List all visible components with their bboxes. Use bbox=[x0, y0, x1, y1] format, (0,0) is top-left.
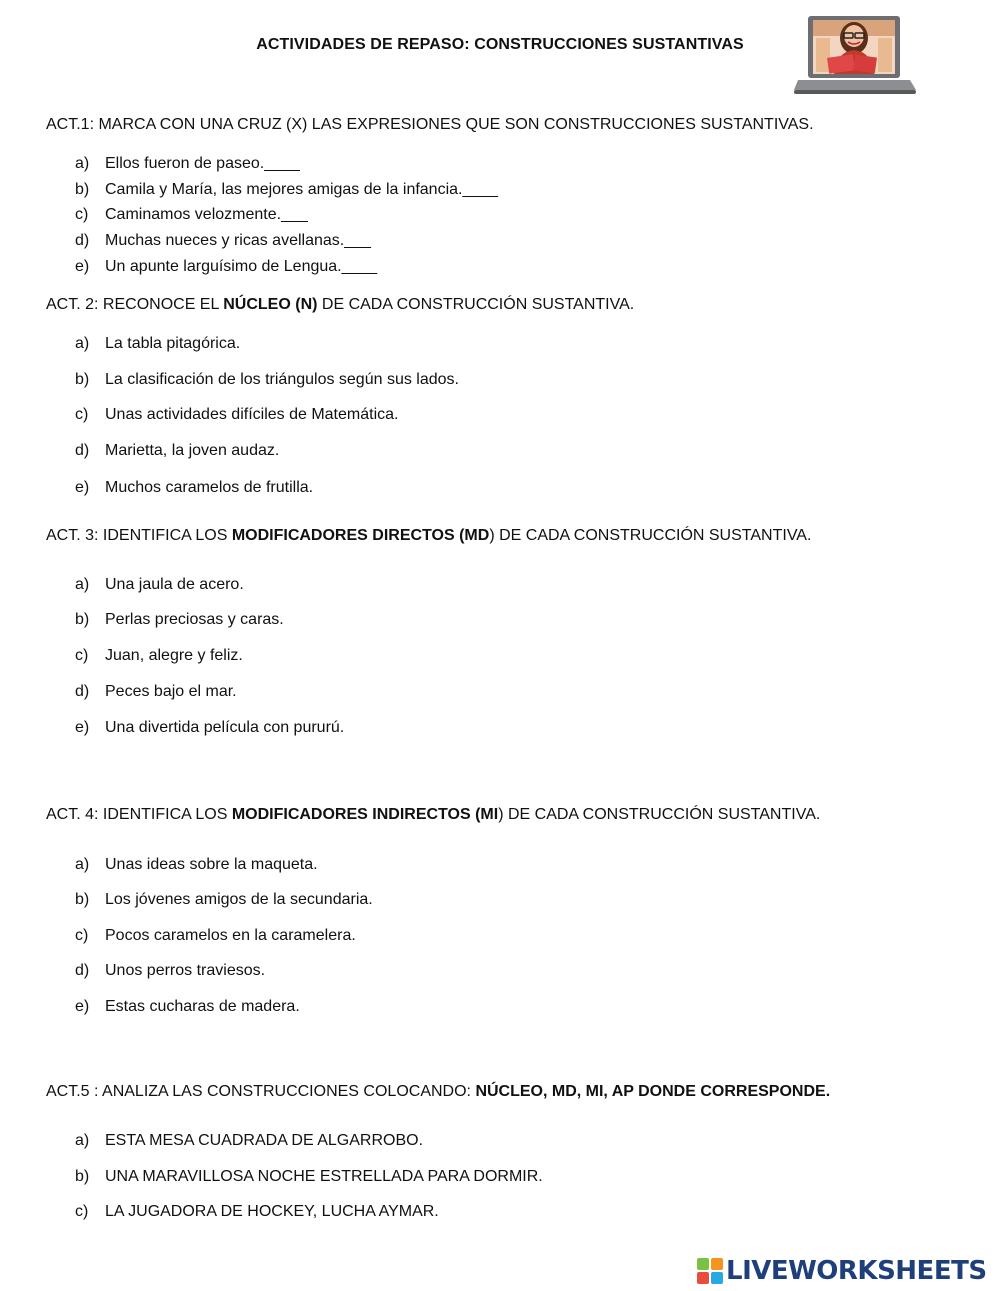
act3-heading: ACT. 3: IDENTIFICA LOS MODIFICADORES DIRECTOS (MD) DE CADA CONSTRUCCIÓN SUSTANTIVA. bbox=[46, 527, 812, 544]
act1-item-a: a) Ellos fueron de paseo.____ bbox=[75, 155, 300, 172]
act5-heading: ACT.5 : ANALIZA LAS CONSTRUCCIONES COLOCANDO: NÚCLEO, MD, MI, AP DONDE CORRESPONDE. bbox=[46, 1083, 831, 1100]
page-title: ACTIVIDADES DE REPASO: CONSTRUCCIONES SUSTANTIVAS bbox=[256, 36, 744, 53]
liveworksheets-logo-icon bbox=[697, 1258, 723, 1284]
act4-item-b: b) Los jóvenes amigos de la secundaria. bbox=[75, 891, 373, 908]
act1-item-d: d) Muchas nueces y ricas avellanas.___ bbox=[75, 232, 371, 249]
act2-heading: ACT. 2: RECONOCE EL NÚCLEO (N) DE CADA CONSTRUCCIÓN SUSTANTIVA. bbox=[46, 296, 635, 313]
act5-item-a: a) ESTA MESA CUADRADA DE ALGARROBO. bbox=[75, 1132, 424, 1149]
act4-heading: ACT. 4: IDENTIFICA LOS MODIFICADORES INDIRECTOS (MI) DE CADA CONSTRUCCIÓN SUSTANTIVA. bbox=[46, 806, 821, 823]
logo-text: LIVEWORKSHEETS bbox=[726, 1256, 987, 1286]
act3-item-e: e) Una divertida película con pururú. bbox=[75, 719, 345, 736]
act2-item-b: b) La clasificación de los triángulos según sus lados. bbox=[75, 371, 459, 388]
act4-item-d: d) Unos perros traviesos. bbox=[75, 962, 266, 979]
act1-item-c: c) Caminamos velozmente.___ bbox=[75, 206, 308, 223]
act3-item-a: a) Una jaula de acero. bbox=[75, 576, 244, 593]
act1-item-b: b) Camila y María, las mejores amigas de la infancia.____ bbox=[75, 181, 499, 198]
act1-heading: ACT.1: MARCA CON UNA CRUZ (X) LAS EXPRESIONES QUE SON CONSTRUCCIONES SUSTANTIVAS. bbox=[46, 116, 814, 133]
act3-item-d: d) Peces bajo el mar. bbox=[75, 683, 237, 700]
act3-item-b: b) Perlas preciosas y caras. bbox=[75, 611, 284, 628]
act2-item-c: c) Unas actividades difíciles de Matemática. bbox=[75, 406, 399, 423]
act5-item-b: b) UNA MARAVILLOSA NOCHE ESTRELLADA PARA DORMIR. bbox=[75, 1168, 543, 1185]
act4-item-e: e) Estas cucharas de madera. bbox=[75, 998, 300, 1015]
act4-item-a: a) Unas ideas sobre la maqueta. bbox=[75, 856, 318, 873]
act2-item-e: e) Muchos caramelos de frutilla. bbox=[75, 479, 314, 496]
liveworksheets-logo bbox=[697, 1256, 987, 1286]
act2-item-d: d) Marietta, la joven audaz. bbox=[75, 442, 280, 459]
act5-item-c: c) LA JUGADORA DE HOCKEY, LUCHA AYMAR. bbox=[75, 1203, 439, 1220]
act2-item-a: a) La tabla pitagórica. bbox=[75, 335, 241, 352]
act4-item-c: c) Pocos caramelos en la caramelera. bbox=[75, 927, 356, 944]
act3-item-c: c) Juan, alegre y feliz. bbox=[75, 647, 243, 664]
teacher-laptop-icon bbox=[794, 6, 916, 98]
act1-item-e: e) Un apunte larguísimo de Lengua.____ bbox=[75, 258, 378, 275]
